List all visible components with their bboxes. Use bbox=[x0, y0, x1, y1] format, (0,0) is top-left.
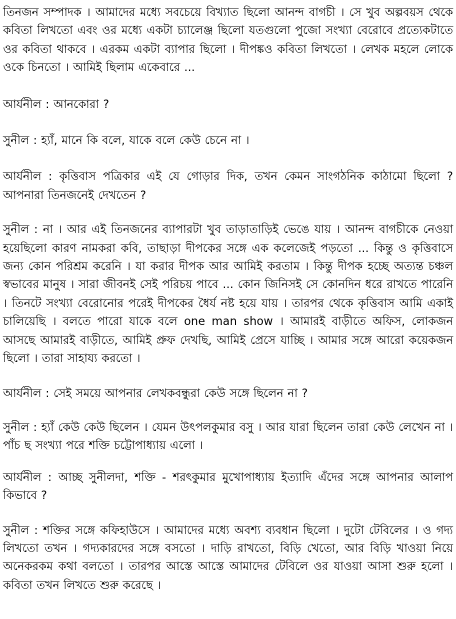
question-acquaintance: আর্যনীল : আচ্ছ সুনীলদা, শক্তি - শরৎকুমার মুখোপাধ্যায় ইত্যাদি এঁদের সঙ্গে আপনার আলাপ কিভাবে ? bbox=[3, 469, 453, 503]
answer-coffee-house: সুনীল : শক্তির সঙ্গে কফিহাউসে । আমাদের মধ্যে অবশ্য ব্যবধান ছিলো । দুটো টেবিলের । ও গদ্য লিখতো তখন । গদ্যকারদের সঙ্গে বসতো । দাড়ি রাখতো, বিড়ি খেতো, আর বিড়ি খাওয়া নিয়ে অনেকরকম কথা বলতো । তারপর আস্তে আস্তে আমাদের টেবিলে ওর যাওয়া আসা শুরু হলো । কবিতা তখন লিখতে শুরু করেছে । bbox=[3, 522, 453, 592]
question-unknown: আর্যনীল : আনকোরা ? bbox=[3, 96, 110, 111]
narrative-paragraph-editors: তিনজন সম্পাদক । আমাদের মধ্যে সবচেয়ে বিখ্যাত ছিলো আনন্দ বাগচী । সে খুব অল্পবয়স থেকে কবিতা লিখতো এবং ওর মধ্যে একটা চ্যালেঞ্জ ছিলো যতগুলো পুজো সংখ্যা বেরোবে প্রত্যেকটাতে ওর কবিতা থাকবে । এরকম একটা ব্যাপার ছিলো । দীপঙ্কও কবিতা লিখতো । লেখক মহলে লোকে ওকে চিনতো । আমিই ছিলাম একেবারে ... bbox=[3, 5, 453, 75]
question-organization: আর্যনীল : কৃত্তিবাস পত্রিকার এই যে গোড়ার দিক, তখন কেমন সাংগঠনিক কাঠামো ছিলো ? আপনারা তিনজনেই দেখতেন ? bbox=[3, 169, 453, 202]
answer-one-man-show: সুনীল : না । আর এই তিনজনের ব্যাপারটা খুব তাড়াতাড়িই ভেঙে যায় । আনন্দ বাগচীকে নেওয়া হয়েছিলো কারণ নামকরা কবি, তাছাড়া দীপকের সঙ্গে এক কলেজেই পড়তো ... কিন্তু ও কৃত্তিবাসে জন্য কোন পরিশ্রম করেনি । যা করার দীপক আর আমিই করতাম । কিন্তু দীপক হচ্ছে অত্যন্ত চঞ্চল স্বভাবের মানুষ । সারা জীবনই সেই পরিচয় পাবে ... কোন জিনিসই সে কোনদিন ধরে রাখতে পারেনি । তিনটে সংখ্যা বেরোনোর পরেই দীপকের ধৈর্য নষ্ট হয়ে যায় । তারপর থেকে কৃত্তিবাস আমি একাই চালিয়েছি । বলতে পারো যাকে বলে one man show । আমারই বাড়ীতে অফিস, লোকজন আসছে আমারই বাড়ীতে, আমিই প্রুফ দেখছি, আমিই প্রেসে যাচ্ছি । আমার সঙ্গে আরো কয়েকজন ছিলো । তারা সাহায্য করতো । bbox=[3, 222, 453, 366]
answer-nobody-knew: সুনীল : হ্যাঁ, মানে কি বলে, যাকে বলে কেউ চেনে না । bbox=[3, 133, 250, 148]
question-writer-friends: আর্যনীল : সেই সময়ে আপনার লেখকবন্ধুরা কেউ সঙ্গে ছিলেন না ? bbox=[3, 385, 308, 400]
answer-some-were-there: সুনীল : হ্যাঁ কেউ কেউ ছিলেন । যেমন উৎপলকুমার বসু । আর যারা ছিলেন তারা কেউ লেখেন না । পাঁচ ছ সংখ্যা পরে শক্তি চট্টোপাধ্যায় এলো । bbox=[3, 419, 453, 453]
